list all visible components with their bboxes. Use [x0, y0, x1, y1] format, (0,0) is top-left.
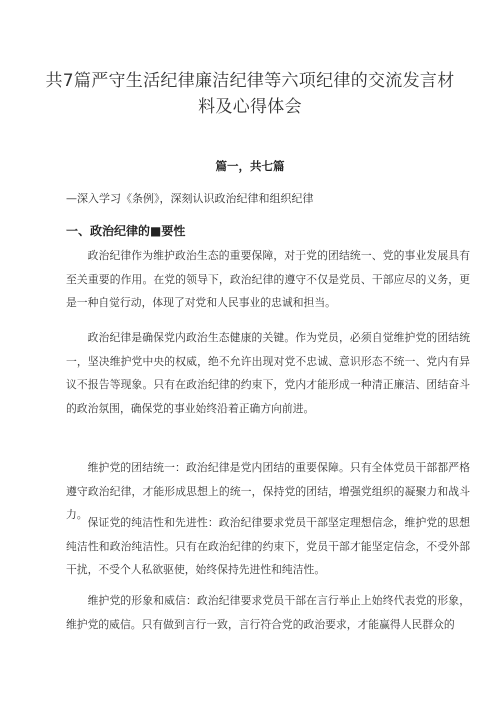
document-title: 共7篇严守生活纪律廉洁纪律等六项纪律的交流发言材料及心得体会	[45, 71, 455, 117]
paragraph-1: 政治纪律作为维护政治生态的重要保障，对于党的团结统一、党的事业发展具有至关重要的作用。在党的领导下，政治纪律的遵守不仅是党员、干部应尽的义务，更是一种自觉行动，体现了对党和人民事业的忠诚和担当。	[66, 249, 470, 309]
document-subtitle: —深入学习《条例》，深刻认识政治纪律和组织纪律	[66, 192, 314, 205]
section-heading: 篇一，共七篇	[215, 159, 285, 173]
paragraph-5: 维护党的形象和威信：政治纪律要求党员干部在言行举止上始终代表党的形象，维护党的威信。只有做到言行一致，言行符合党的政治要求，才能赢得人民群众的	[66, 594, 470, 631]
paragraph-4: 保证党的纯洁性和先进性：政治纪律要求党员干部坚定理想信念，维护党的思想纯洁性和政治纯洁性。只有在政治纪律的约束下，党员干部才能坚定信念，不受外部干扰，不受个人私欲驱使，始终保持先进性和纯洁性。	[66, 516, 470, 576]
paragraph-2: 政治纪律是确保党内政治生态健康的关键。作为党员，必须自觉维护党的团结统一，坚决维护党中央的权威，绝不允许出现对党不忠诚、意识形态不统一、党内有异议不报告等现象。只有在政治纪律的约束下，党内才能形成一种清正廉洁、团结奋斗的政治氛围，确保党的事业始终沿着正确方向前进。	[66, 331, 470, 415]
heading-political-discipline: 一、政治纪律的■要性	[66, 224, 186, 238]
paragraph-3: 维护党的团结统一：政治纪律是党内团结的重要保障。只有全体党员干部都严格遵守政治纪律，才能形成思想上的统一，保持党的团结，增强党组织的凝聚力和战斗力。	[66, 461, 470, 521]
